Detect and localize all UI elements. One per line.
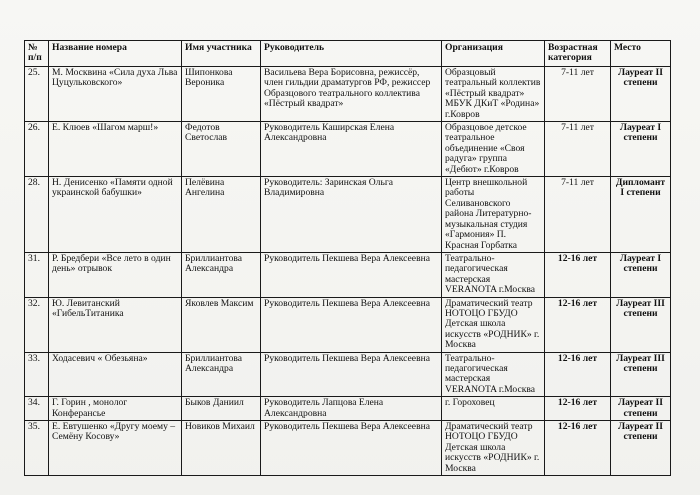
table-row (25, 252, 671, 297)
cell-num: 33. (25, 352, 49, 397)
cell-organization: Драматический театр НОТОЦО ГБУДО Детская школа искусств «РОДНИК» г. Москва (442, 297, 545, 352)
header-leader: Руководитель (261, 41, 442, 67)
cell-age: 12-16 лет (545, 297, 611, 352)
header-age: Возрастная категория (545, 41, 611, 67)
table-row (25, 352, 671, 397)
cell-place: Лауреат II степени (611, 421, 671, 476)
table-row (25, 397, 671, 421)
cell-participant: Бриллиантова Александра (182, 252, 261, 297)
cell-title: Р. Бредбери «Все лето в один день» отрывок (49, 252, 182, 297)
cell-num: 26. (25, 122, 49, 177)
cell-num: 32. (25, 297, 49, 352)
cell-title: Е. Евтушенко «Другу моему – Семёну Косову» (49, 421, 182, 476)
cell-participant: Новиков Михаил (182, 421, 261, 476)
table-row (25, 421, 671, 476)
cell-place: Лауреат I степени (611, 252, 671, 297)
cell-leader: Руководитель Каширская Елена Александровна (261, 122, 442, 177)
header-row (25, 41, 671, 67)
cell-organization: Театрально-педагогическая мастерская VERANOTA г.Москва (442, 252, 545, 297)
cell-leader: Руководитель Пекшева Вера Алексеевна (261, 352, 442, 397)
cell-leader: Руководитель: Заринская Ольга Владимировна (261, 177, 442, 253)
cell-participant: Федотов Светослав (182, 122, 261, 177)
header-title: Название номера (49, 41, 182, 67)
cell-num: 31. (25, 252, 49, 297)
cell-age: 7-11 лет (545, 67, 611, 122)
cell-title: Е. Клюев «Шагом марш!» (49, 122, 182, 177)
cell-age: 12-16 лет (545, 352, 611, 397)
cell-title: Г. Горин , монолог Конферансье (49, 397, 182, 421)
cell-leader: Руководитель Лапцова Елена Александровна (261, 397, 442, 421)
cell-leader: Руководитель Пекшева Вера Алексеевна (261, 252, 442, 297)
cell-place: Лауреат II степени (611, 67, 671, 122)
table-row (25, 177, 671, 253)
cell-title: Ходасевич « Обезьяна» (49, 352, 182, 397)
cell-num: 34. (25, 397, 49, 421)
results-table (24, 40, 671, 476)
cell-organization: г. Гороховец (442, 397, 545, 421)
cell-age: 12-16 лет (545, 421, 611, 476)
cell-num: 25. (25, 67, 49, 122)
cell-age: 12-16 лет (545, 252, 611, 297)
cell-leader: Руководитель Пекшева Вера Алексеевна (261, 297, 442, 352)
cell-place: Лауреат II степени (611, 397, 671, 421)
cell-participant: Быков Даниил (182, 397, 261, 421)
cell-leader: Руководитель Пекшева Вера Алексеевна (261, 421, 442, 476)
cell-num: 35. (25, 421, 49, 476)
cell-participant: Пелёвина Ангелина (182, 177, 261, 253)
cell-place: Лауреат III степени (611, 352, 671, 397)
cell-participant: Бриллиантова Александра (182, 352, 261, 397)
cell-participant: Шипонкова Вероника (182, 67, 261, 122)
table-row (25, 122, 671, 177)
table-row (25, 297, 671, 352)
table-row (25, 67, 671, 122)
cell-age: 12-16 лет (545, 397, 611, 421)
cell-title: М. Москвина «Сила духа Льва Цуцульковского» (49, 67, 182, 122)
cell-organization: Образцовое детское театральное объединение «Своя радуга» группа «Дебют» г.Ковров (442, 122, 545, 177)
cell-place: Лауреат I степени (611, 122, 671, 177)
header-organization: Организация (442, 41, 545, 67)
cell-participant: Яковлев Максим (182, 297, 261, 352)
cell-organization: Драматический театр НОТОЦО ГБУДО Детская школа искусств «РОДНИК» г. Москва (442, 421, 545, 476)
header-place: Место (611, 41, 671, 67)
cell-organization: Образцовый театральный коллектив «Пёстрый квадрат» МБУК ДКиТ «Родина» г.Ковров (442, 67, 545, 122)
cell-age: 7-11 лет (545, 177, 611, 253)
cell-organization: Театрально-педагогическая мастерская VERANOTA г.Москва (442, 352, 545, 397)
cell-num: 28. (25, 177, 49, 253)
cell-leader: Васильева Вера Борисовна, режиссёр, член гильдии драматургов РФ, режиссер Образцового театрального коллектива «Пёстрый квадрат» (261, 67, 442, 122)
cell-title: Н. Денисенко «Памяти одной украинской бабушки» (49, 177, 182, 253)
header-num: № п/п (25, 41, 49, 67)
header-participant: Имя участника (182, 41, 261, 67)
cell-title: Ю. Левитанский «ГибельТитаника (49, 297, 182, 352)
cell-organization: Центр внешкольной работы Селивановского района Литературно-музыкальная студия «Гармония» П. Красная Горбатка (442, 177, 545, 253)
cell-place: Дипломант I степени (611, 177, 671, 253)
cell-age: 7-11 лет (545, 122, 611, 177)
cell-place: Лауреат III степени (611, 297, 671, 352)
